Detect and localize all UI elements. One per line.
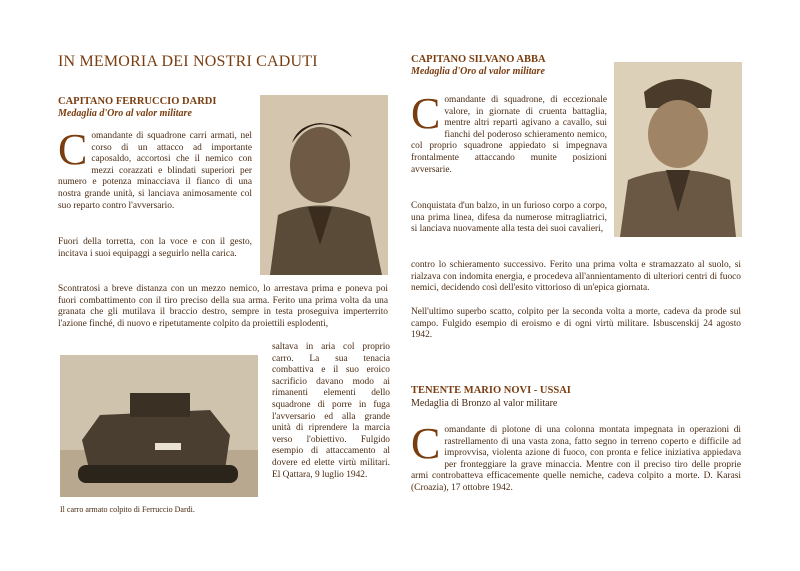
abba-name: CAPITANO SILVANO ABBA bbox=[411, 54, 546, 65]
tank-photo bbox=[60, 355, 258, 497]
dardi-text-top: Comandante di squadrone carri armati, nel corso di un attacco ad importante caposaldo, accortosi che il nemico con mezzi corazzati e blindati superiori per numero e potenza minacciava il fianco di una nostra grande unità, si lanciava animosamente col suo reparto contro l'avversario. bbox=[58, 125, 252, 211]
novi-name: TENENTE MARIO NOVI - USSAI bbox=[411, 385, 571, 396]
tank-caption: Il carro armato colpito di Ferruccio Dardi. bbox=[60, 505, 195, 514]
abba-text-2: Conquistata d'un balzo, in un furioso corpo a corpo, una prima linea, difesa da numerose mitragliatrici, si lanciava nuovamente alla testa dei suoi cavalieri, bbox=[411, 201, 607, 235]
abba-text-3: contro lo schieramento successivo. Ferito una prima volta e stramazzato al suolo, si rialzava con indomita energia, e procedeva all'annientamento di ulteriori centri di fuoco nemici, decidendo così dell'esito vittorioso di un'epica giornata. bbox=[411, 260, 741, 294]
novi-drop-cap: C bbox=[411, 419, 441, 468]
novi-medal: Medaglia di Bronzo al valor militare bbox=[411, 398, 558, 409]
dardi-text-3: Scontratosi a breve distanza con un mezzo nemico, lo arrestava prima e poneva poi fuori combattimento con il tiro preciso della sua arma. Ferito una prima volta da una granata che gli mutilava il braccio destro, sempre in testa proseguiva imperterrito l'azione finché, di nuovo e ripetutamente colpito da proiettili esplodenti, bbox=[58, 284, 388, 329]
dardi-text-2: Fuori della torretta, con la voce e con il gesto, incitava i suoi equipaggi a seguirlo nella carica. bbox=[58, 237, 252, 259]
abba-drop-cap: C bbox=[411, 89, 441, 138]
dardi-text-4: saltava in aria col proprio carro. La sua tenacia combattiva e il suo eroico sacrificio davano modo ai rimanenti elementi dello squadrone di porre in fuga l'avversario ed alla grande unità di riprendere la marcia verso l'obiettivo. Fulgido esempio di attaccamento al dovere ed elette virtù militari. El Qattara, 9 luglio 1942. bbox=[272, 342, 390, 480]
dardi-name: CAPITANO FERRUCCIO DARDI bbox=[58, 96, 217, 107]
dardi-portrait bbox=[260, 95, 388, 275]
dardi-drop-cap: C bbox=[58, 125, 88, 174]
dardi-medal: Medaglia d'Oro al valor militare bbox=[58, 108, 192, 119]
page-title: IN MEMORIA DEI NOSTRI CADUTI bbox=[58, 53, 318, 70]
abba-text-top: Comandante di squadrone, di eccezionale valore, in giornate di cruenta battaglia, mentre altri reparti agivano a cavallo, sui fianchi del poderoso schieramento nemico, col proprio squadrone appiedato si impegnava frontalmente attaccando munite posizioni avversarie. bbox=[411, 89, 607, 175]
abba-medal: Medaglia d'Oro al valor militare bbox=[411, 66, 545, 77]
abba-portrait bbox=[614, 62, 742, 237]
novi-text: Comandante di plotone di una colonna montata impegnata in operazioni di rastrellamento di una vasta zona, fatto segno in terreno coperto e difficile ad improvvisa, violenta azione di fuoco, con pronta e felice iniziativa appiedava per fronteggiare la grave minaccia. Mentre con il preciso tiro delle proprie armi controbatteva efficacemente quelle nemiche, cadeva colpito a morte. D. Karasi (Croazia), 17 ottobre 1942. bbox=[411, 419, 741, 493]
abba-text-4: Nell'ultimo superbo scatto, colpito per la seconda volta a morte, cadeva da prode sul campo. Fulgido esempio di eroismo e di ogni virtù militare. Isbuscenskij 24 agosto 1942. bbox=[411, 307, 741, 341]
